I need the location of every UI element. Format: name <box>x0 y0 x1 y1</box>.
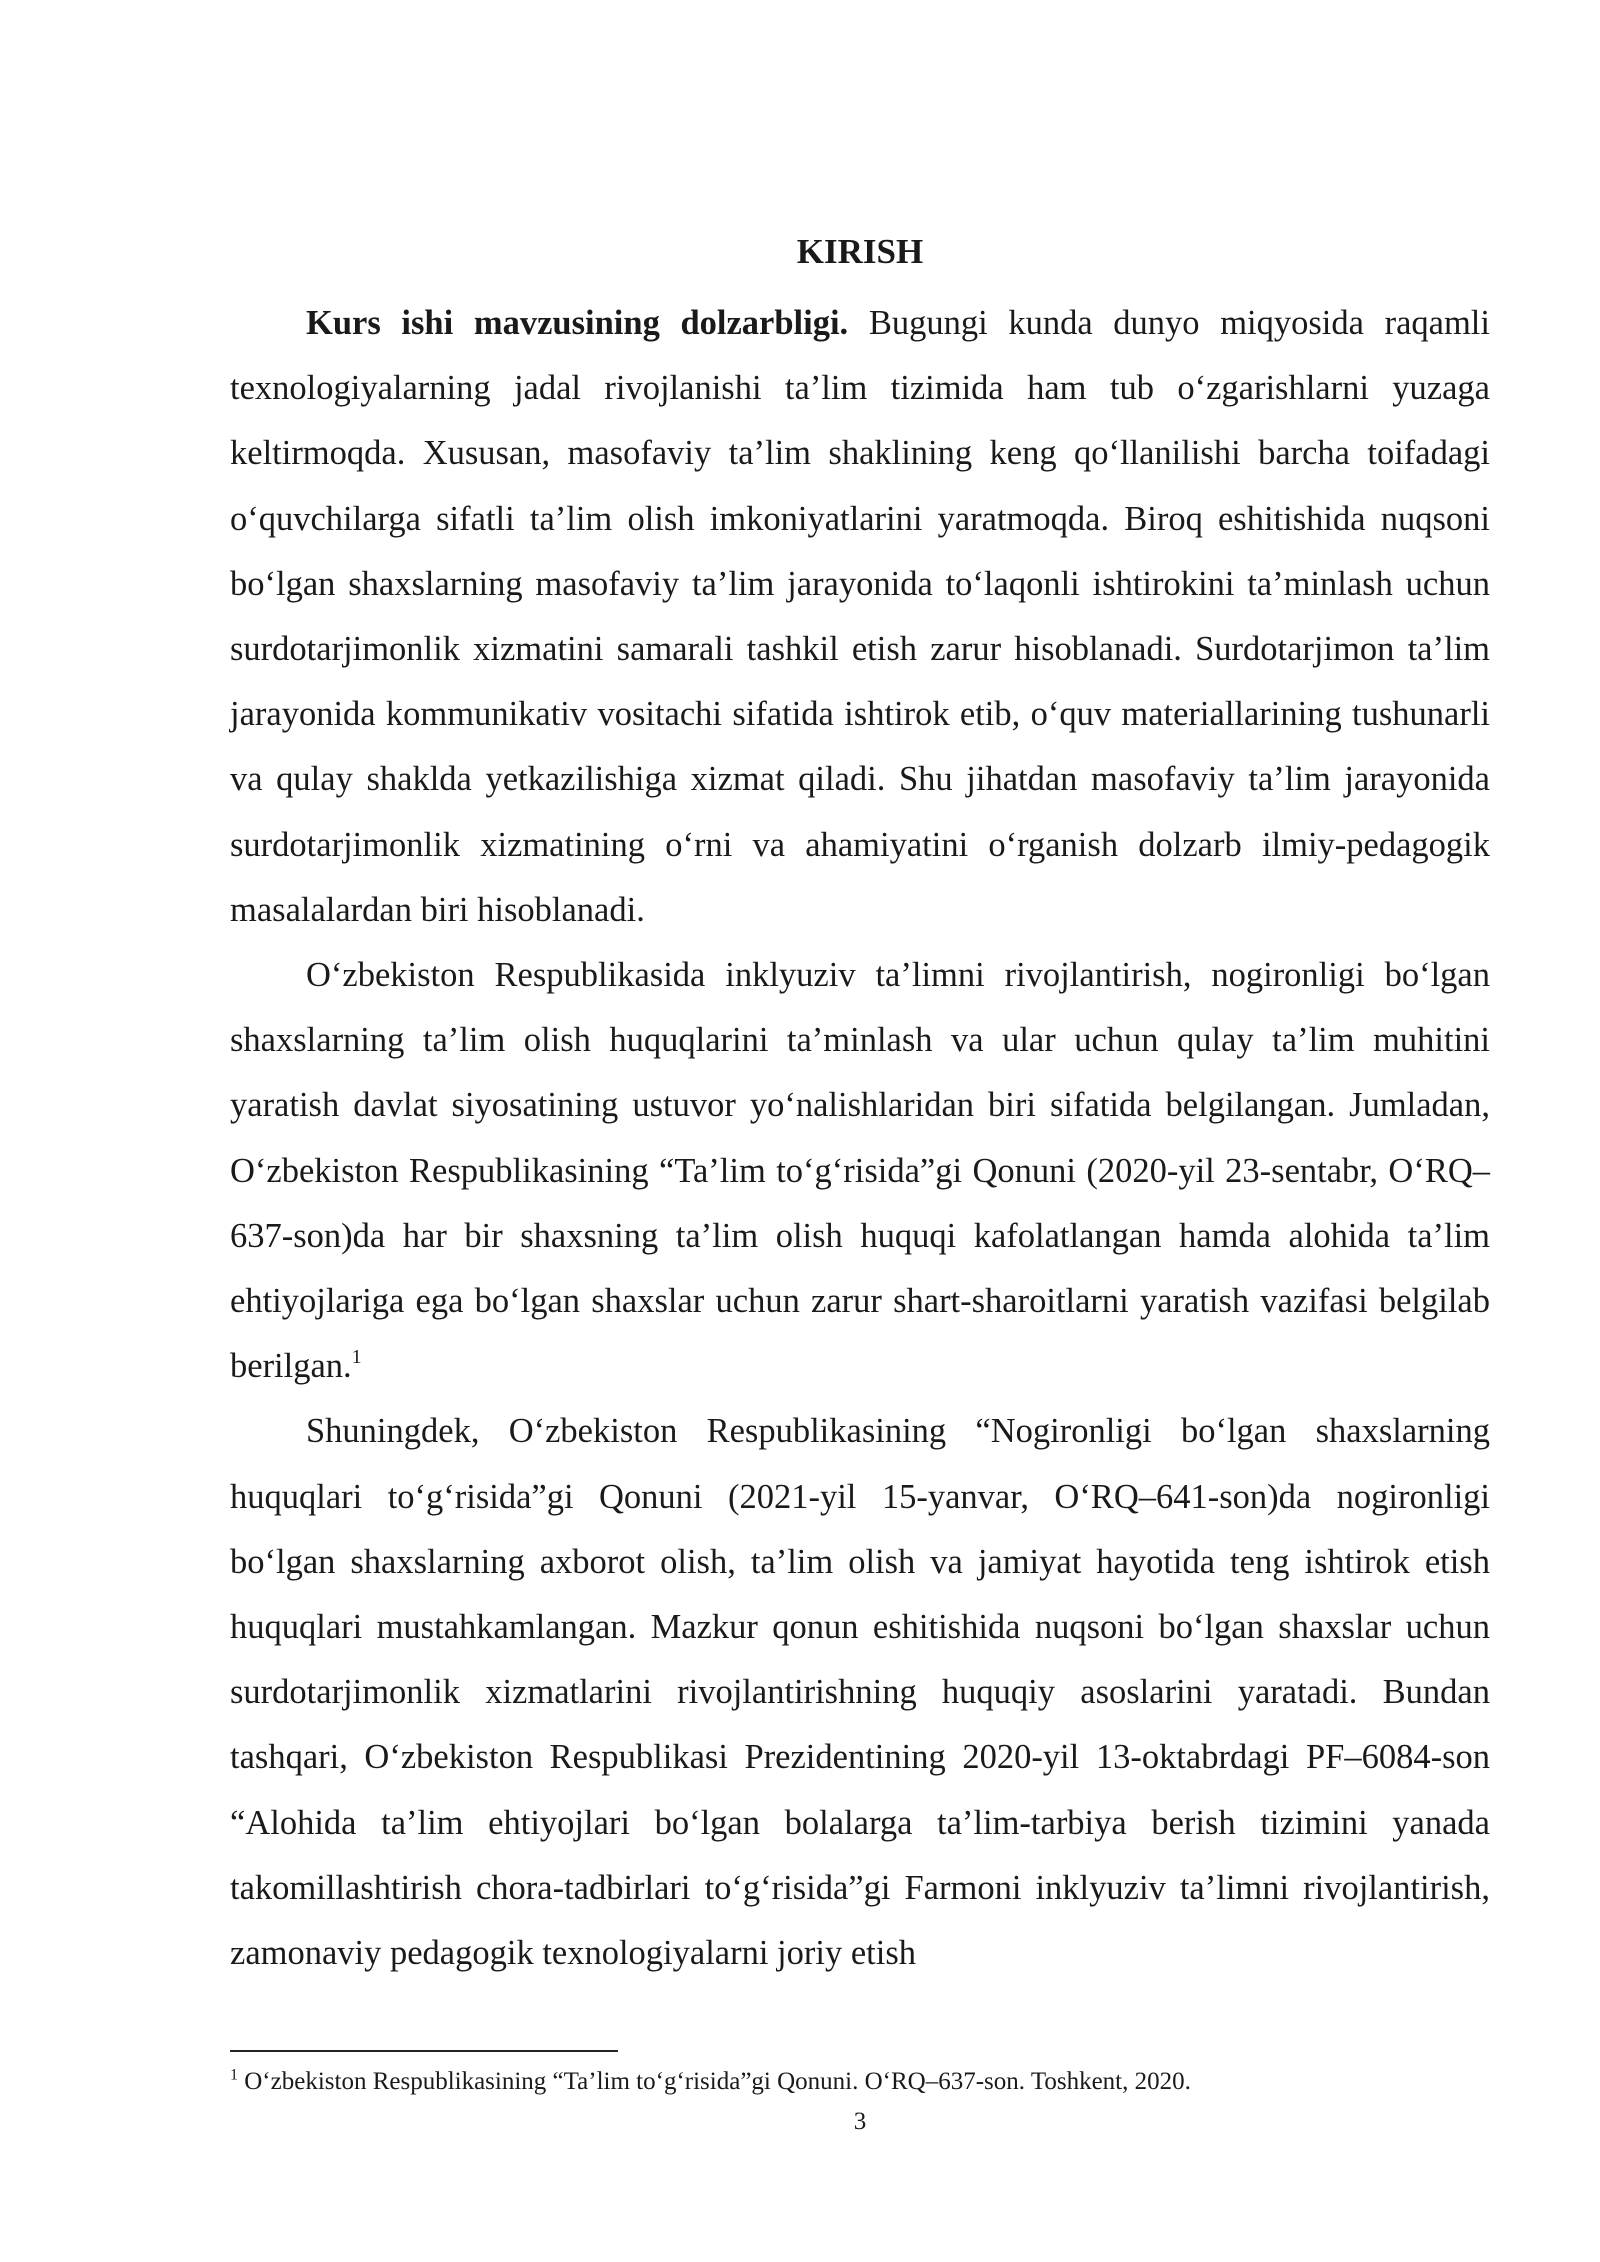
footnote-text: O‘zbekiston Respublikasining “Ta’lim to‘g‘risida”gi Qonuni. O‘RQ–637-son. Toshkent, 2020. <box>238 2068 1191 2095</box>
page-number: 3 <box>853 2108 867 2135</box>
footnote-separator <box>230 2050 618 2052</box>
footnote-mark: 1 <box>230 2066 238 2084</box>
paragraph-relevance <box>230 291 1490 943</box>
paragraph-text: Bugungi kunda dunyo miqyosida raqamli texnologiyalarning jadal rivojlanishi ta’lim tizimida ham tub o‘zgarishlarni yuzaga keltirmoqda. Xususan, masofaviy ta’lim shaklining keng qo‘llanilishi barcha toifadagi o‘quvchilarga sifatli ta’lim olish imkoniyatlarini yaratmoqda. Biroq eshitishida nuqsoni bo‘lgan shaxslarning masofaviy ta’lim jarayonida to‘laqonli ishtirokini ta’minlash uchun surdotarjimonlik xizmatini samarali tashkil etish zarur hisoblanadi. Surdotarjimon ta’lim jarayonida kommunikativ vositachi sifatida ishtirok etib, o‘quv materiallarining tushunarli va qulay shaklda yetkazilishiga xizmat qiladi. Shu jihatdan masofaviy ta’lim jarayonida surdotarjimonlik xizmatining o‘rni va ahamiyatini o‘rganish dolzarb ilmiy-pedagogik masalalardan biri hisoblanadi. <box>230 304 1490 929</box>
document-page <box>230 0 1490 2262</box>
paragraph-text: Shuningdek, O‘zbekiston Respublikasining “Nogironligi bo‘lgan shaxslarning huquqlari to‘g‘risida”gi Qonuni (2021-yil 15-yanvar, O‘RQ–641-son)da nogironligi bo‘lgan shaxslarning axborot olish, ta’lim olish va jamiyat hayotida teng ishtirok etish huquqlari mustahkamlangan. Mazkur qonun eshitishida nuqsoni bo‘lgan shaxslar uchun surdotarjimonlik xizmatlarini rivojlantirishning huquqiy asoslarini yaratadi. Bundan tashqari, O‘zbekiston Respublikasi Prezidentining 2020-yil 13-oktabrdagi PF–6084-son “Alohida ta’lim ehtiyojlari bo‘lgan bolalarga ta’lim-tarbiya berish tizimini yanada takomillashtirish chora-tadbirlari to‘g‘risida”gi Farmoni inklyuziv ta’limni rivojlantirish, zamonaviy pedagogik texnologiyalarni joriy etish <box>230 1412 1490 1973</box>
footnote <box>230 2066 1490 2098</box>
footnote-reference[interactable]: 1 <box>351 1345 362 1368</box>
paragraph-text: O‘zbekiston Respublikasida inklyuziv ta’limni rivojlantirish, nogironligi bo‘lgan shaxslarning ta’lim olish huquqlarini ta’minlash va ular uchun qulay ta’lim muhitini yaratish davlat siyosatining ustuvor yo‘nalishlaridan biri sifatida belgilangan. Jumladan, O‘zbekiston Respublikasining “Ta’lim to‘g‘risida”gi Qonuni (2020-yil 23-sentabr, O‘RQ–637-son)da har bir shaxsning ta’lim olish huquqi kafolatlangan hamda alohida ta’lim ehtiyojlariga ega bo‘lgan shaxslar uchun zarur shart-sharoitlarni yaratish vazifasi belgilab berilgan. <box>230 956 1490 1386</box>
section-title: KIRISH <box>796 232 924 271</box>
paragraph-lead: Kurs ishi mavzusining dolzarbligi. <box>306 304 849 342</box>
paragraph-additional-law <box>230 1399 1490 1986</box>
paragraph-legislation <box>230 943 1490 1399</box>
document-body <box>230 291 1490 1986</box>
